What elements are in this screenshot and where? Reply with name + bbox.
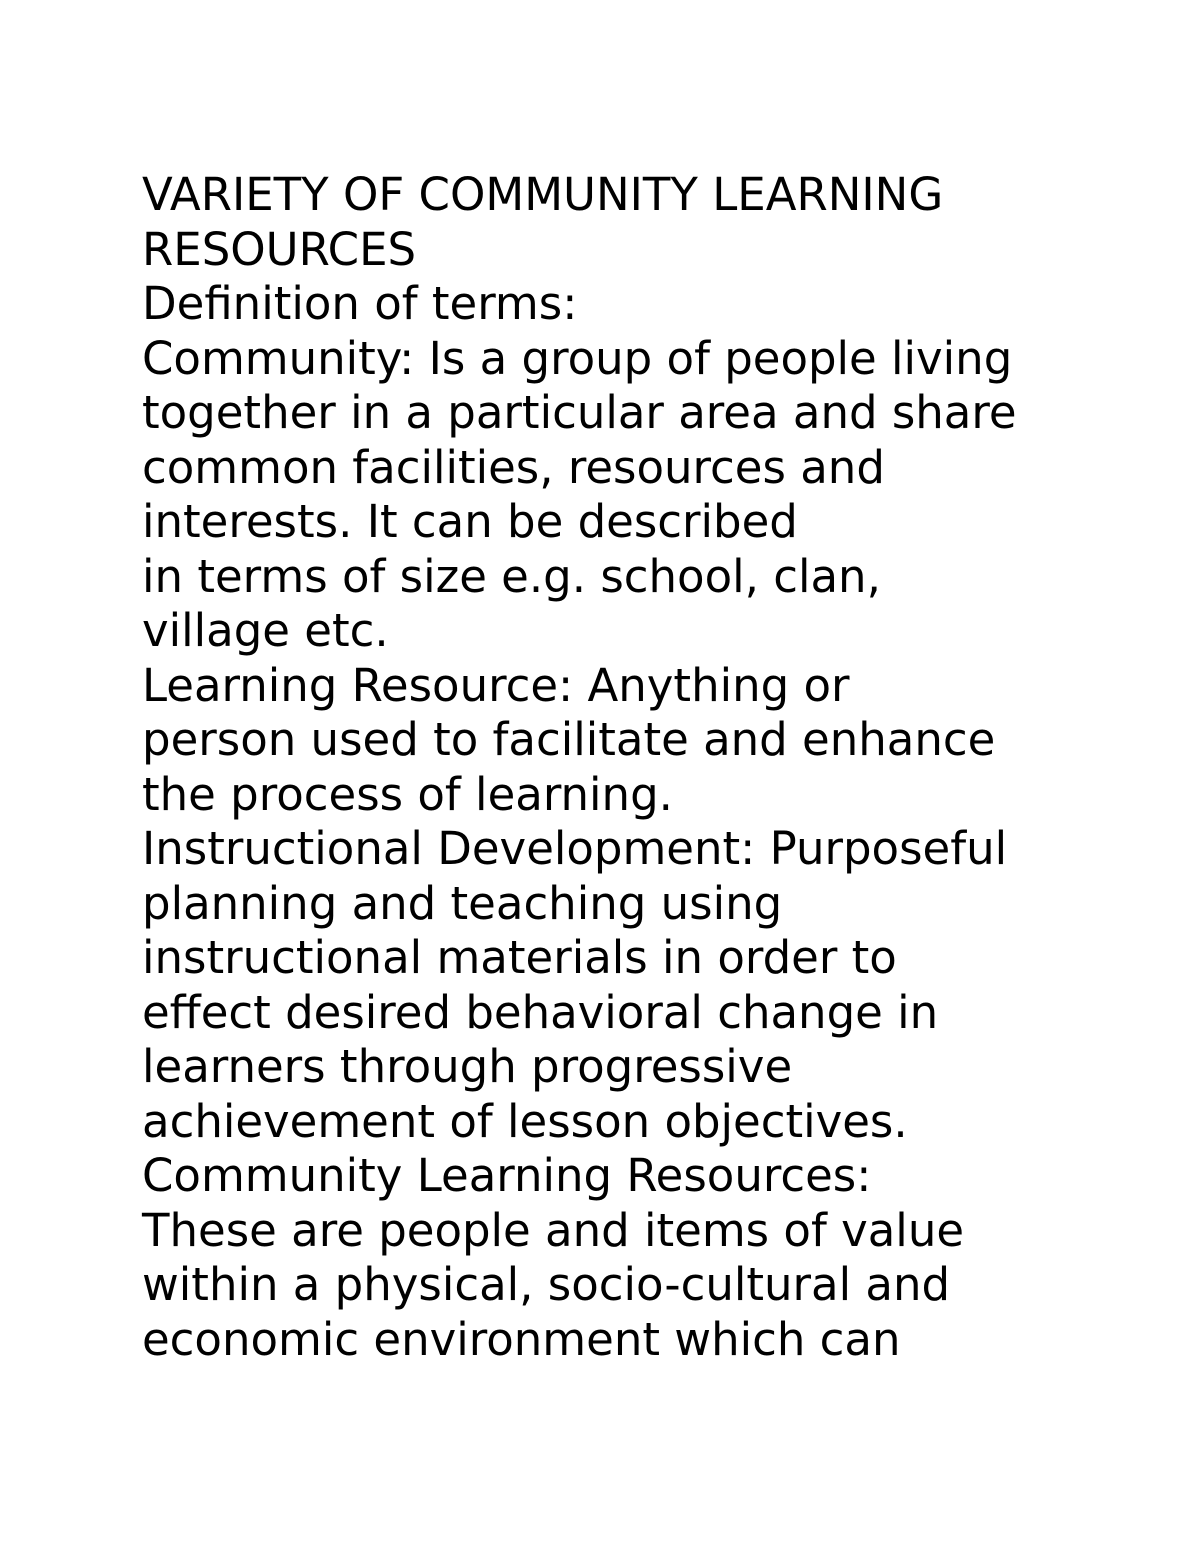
body-line: the process of learning. xyxy=(142,767,673,821)
body-line: These are people and items of value xyxy=(142,1203,965,1257)
body-line: learners through progressive xyxy=(142,1040,793,1093)
document-title-line-2: RESOURCES xyxy=(142,222,417,276)
body-line: in terms of size e.g. school, clan, xyxy=(142,549,881,603)
body-line: Learning Resource: Anything or xyxy=(142,658,850,712)
body-line: effect desired behavioral change in xyxy=(142,985,939,1039)
body-line: Community Learning Resources: xyxy=(142,1149,872,1202)
body-line: Community: Is a group of people living xyxy=(142,331,1013,385)
body-line: interests. It can be described xyxy=(142,495,798,548)
document-subtitle: Definition of terms: xyxy=(142,277,578,330)
body-line: together in a particular area and share xyxy=(142,386,1017,439)
document-title-line-1: VARIETY OF COMMUNITY LEARNING xyxy=(142,168,944,221)
body-line: Instructional Development: Purposeful xyxy=(142,822,1008,875)
body-line: planning and teaching using xyxy=(142,876,783,930)
body-line: common facilities, resources and xyxy=(142,440,885,494)
body-line: within a physical, socio-cultural and xyxy=(142,1258,951,1311)
body-line: village etc. xyxy=(142,604,389,657)
body-line: instructional materials in order to xyxy=(142,931,897,984)
body-line: person used to facilitate and enhance xyxy=(142,713,996,766)
document-text xyxy=(142,168,1142,1367)
body-line: achievement of lesson objectives. xyxy=(142,1094,908,1148)
body-line: economic environment which can xyxy=(142,1312,901,1366)
